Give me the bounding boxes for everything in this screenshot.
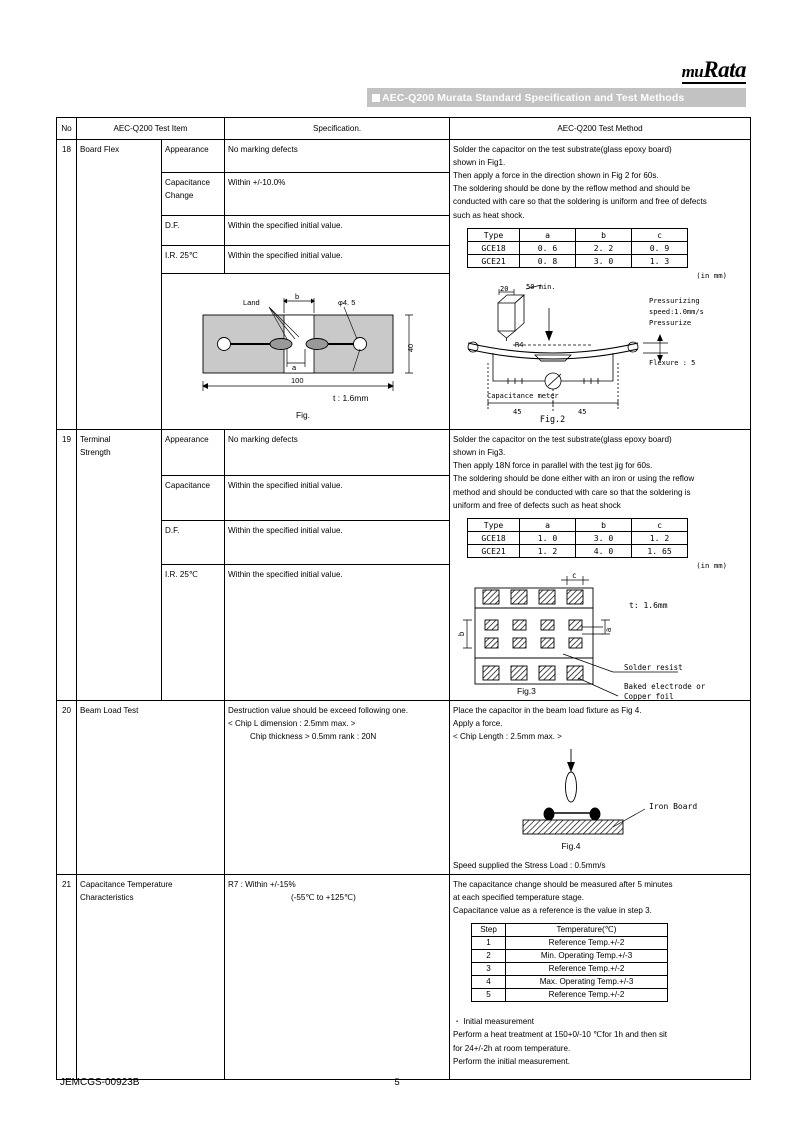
spec-cell-20 bbox=[225, 700, 450, 874]
step-temperature: Reference Temp.+/-2 bbox=[506, 989, 668, 1002]
dim-header-c: c bbox=[632, 518, 688, 531]
spec-line: Destruction value should be exceed following one. bbox=[228, 705, 408, 715]
method-line: Apply a force. bbox=[453, 718, 503, 728]
figure-1-caption: Fig. bbox=[296, 410, 310, 421]
spec-line: Chip thickness > 0.5mm rank : 20N bbox=[250, 731, 377, 741]
table-row bbox=[468, 254, 688, 267]
spec-line: (-55℃ to +125℃) bbox=[291, 893, 356, 903]
page-title-bar bbox=[367, 88, 746, 107]
subrow-label-line: Capacitance bbox=[165, 177, 210, 187]
table-row bbox=[472, 963, 668, 976]
fig3-label-solder-resist: Solder resist bbox=[624, 662, 683, 672]
dim-header-b: b bbox=[576, 228, 632, 241]
fig2-label-press1: Pressurizing bbox=[649, 297, 700, 306]
step-temperature: Reference Temp.+/-2 bbox=[506, 963, 668, 976]
row-item-20: Beam Load Test bbox=[77, 700, 225, 874]
subrow-label-18-df: D.F. bbox=[162, 215, 225, 245]
figure-4 bbox=[453, 743, 747, 851]
dim-cell: 2. 2 bbox=[576, 241, 632, 254]
figure-2-drawing bbox=[453, 283, 743, 417]
dim-cell: GCE18 bbox=[468, 241, 520, 254]
dim-header-type: Type bbox=[468, 228, 520, 241]
subrow-spec-19-capacitance: Within the specified initial value. bbox=[225, 475, 450, 520]
col-header-test-item: AEC-Q200 Test Item bbox=[77, 118, 225, 140]
row-item-line: Capacitance Temperature bbox=[80, 879, 173, 889]
subrow-spec-18-df: Within the specified initial value. bbox=[225, 215, 450, 245]
fig1-label-thickness: t : 1.6mm bbox=[333, 393, 369, 404]
method-line: such as heat shock. bbox=[453, 210, 525, 220]
step-header-step: Step bbox=[472, 924, 506, 937]
step-table-21 bbox=[471, 923, 668, 1002]
method-cell-20 bbox=[450, 700, 751, 874]
spec-line: < Chip L dimension : 2.5mm max. > bbox=[228, 718, 356, 728]
subrow-spec-18-capacitance-change: Within +/-10.0% bbox=[225, 172, 450, 215]
dim-cell: 1. 2 bbox=[632, 531, 688, 544]
figure-4-drawing bbox=[453, 743, 743, 851]
spec-table bbox=[56, 117, 751, 1080]
step-temperature: Reference Temp.+/-2 bbox=[506, 937, 668, 950]
col-header-test-method: AEC-Q200 Test Method bbox=[450, 118, 751, 140]
figure-2 bbox=[453, 283, 747, 427]
dimension-table-18 bbox=[467, 228, 688, 268]
figure-1 bbox=[181, 291, 446, 423]
logo-mu: mu bbox=[681, 62, 704, 81]
table-row bbox=[468, 518, 688, 531]
method-line: uniform and free of defects such as heat shock bbox=[453, 500, 621, 510]
fig2-label-press2: speed:1.0mm/s bbox=[649, 308, 704, 317]
fig3-label-b: b bbox=[457, 631, 467, 636]
step-header-temperature: Temperature(℃) bbox=[506, 924, 668, 937]
method-line: conducted with care so that the soldering is uniform and free of defects bbox=[453, 197, 707, 207]
spec-line: R7 : Within +/-15% bbox=[228, 879, 296, 889]
fig2-label-meter: Capacitance meter bbox=[487, 392, 559, 401]
subrow-spec-19-ir: Within the specified initial value. bbox=[225, 565, 450, 700]
table-row bbox=[57, 874, 751, 1079]
step-number: 5 bbox=[472, 989, 506, 1002]
murata-logo bbox=[682, 58, 746, 84]
method-line: Solder the capacitor on the test substrate(glass epoxy board) bbox=[453, 145, 672, 154]
dim-cell: 0. 6 bbox=[520, 241, 576, 254]
dim-cell: 1. 3 bbox=[632, 254, 688, 267]
row-no-19: 19 bbox=[57, 430, 77, 700]
method-tail-20: Speed supplied the Stress Load : 0.5mm/s bbox=[453, 860, 606, 870]
method-line: Solder the capacitor on the test substrate(glass epoxy board) bbox=[453, 435, 672, 445]
table-row bbox=[468, 544, 688, 557]
row-no-21: 21 bbox=[57, 874, 77, 1079]
method-line: shown in Fig1. bbox=[453, 158, 506, 168]
dim-cell: 1. 65 bbox=[632, 544, 688, 557]
dim-cell: 4. 0 bbox=[576, 544, 632, 557]
dim-header-a: a bbox=[520, 228, 576, 241]
method-cell-21 bbox=[450, 874, 751, 1079]
dim-cell: 3. 0 bbox=[576, 531, 632, 544]
subrow-spec-18-appearance: No marking defects bbox=[225, 140, 450, 173]
table-row bbox=[472, 989, 668, 1002]
subrow-label-line: Change bbox=[165, 190, 194, 200]
method-cell-19 bbox=[450, 430, 751, 700]
dimension-table-19 bbox=[467, 518, 688, 558]
footer-page-number: 5 bbox=[394, 1077, 400, 1088]
figure-3 bbox=[453, 570, 747, 701]
tail-line: Perform the initial measurement. bbox=[453, 1056, 570, 1066]
method-line: The soldering should be done by the reflow method and should be bbox=[453, 184, 691, 194]
fig3-label-c: c bbox=[572, 570, 577, 580]
dim-cell: 1. 2 bbox=[520, 544, 576, 557]
subrow-label-18-ir: I.R. 25℃ bbox=[162, 245, 225, 274]
row-item-21 bbox=[77, 874, 225, 1079]
fig2-label-50min: 50 min. bbox=[526, 283, 556, 292]
subrow-spec-19-df: Within the specified initial value. bbox=[225, 520, 450, 564]
dim-cell: 0. 9 bbox=[632, 241, 688, 254]
col-header-specification: Specification. bbox=[225, 118, 450, 140]
tail-line: Perform a heat treatment at 150+0/-10 ℃for 1h and then sit bbox=[453, 1030, 668, 1040]
method-line: Capacitance value as a reference is the value in step 3. bbox=[453, 906, 652, 916]
fig2-label-45b: 45 bbox=[578, 408, 587, 417]
dim-header-c: c bbox=[632, 228, 688, 241]
table-row bbox=[468, 241, 688, 254]
dim-cell: 0. 8 bbox=[520, 254, 576, 267]
fig2-label-20: 20 bbox=[500, 285, 509, 294]
dim-cell: GCE18 bbox=[468, 531, 520, 544]
dim-header-b: b bbox=[576, 518, 632, 531]
step-number: 3 bbox=[472, 963, 506, 976]
dim-cell: GCE21 bbox=[468, 254, 520, 267]
table-header-row bbox=[57, 118, 751, 140]
table-row bbox=[472, 937, 668, 950]
row-item-line: Terminal bbox=[80, 435, 111, 445]
fig1-label-phi: φ4. 5 bbox=[338, 298, 356, 308]
step-temperature: Max. Operating Temp.+/-3 bbox=[506, 976, 668, 989]
method-line: Then apply a force in the direction shown in Fig 2 for 60s. bbox=[453, 171, 659, 181]
subrow-spec-18-ir: Within the specified initial value. bbox=[225, 245, 450, 274]
tail-line: ・ Initial measurement bbox=[453, 1017, 534, 1027]
step-temperature: Min. Operating Temp.+/-3 bbox=[506, 950, 668, 963]
fig2-label-press3: Pressurize bbox=[649, 319, 692, 328]
figure-3-drawing bbox=[453, 570, 743, 701]
subrow-label-18-capacitance-change bbox=[162, 172, 225, 215]
method-line: shown in Fig3. bbox=[453, 448, 506, 458]
row-item-18: Board Flex bbox=[77, 140, 162, 430]
dim-header-a: a bbox=[520, 518, 576, 531]
footer-doc-id: JEMCGS-00923B bbox=[60, 1077, 140, 1088]
dim-cell: 1. 0 bbox=[520, 531, 576, 544]
fig1-label-40: 40 bbox=[406, 344, 415, 353]
dim-cell: 3. 0 bbox=[576, 254, 632, 267]
logo-rata: Rata bbox=[703, 57, 746, 82]
square-bullet-icon bbox=[372, 94, 380, 102]
table-row bbox=[472, 976, 668, 989]
col-header-no: No bbox=[57, 118, 77, 140]
table-row bbox=[472, 924, 668, 937]
method-line: at each specified temperature stage. bbox=[453, 893, 584, 903]
method-line: method and should be conducted with care so that the soldering is bbox=[453, 487, 691, 497]
fig2-label-flexure: Flexure : 5 bbox=[649, 359, 696, 368]
figure-1-cell bbox=[162, 274, 450, 430]
fig3-label-baked1: Baked electrode or bbox=[624, 681, 706, 691]
table-row bbox=[468, 228, 688, 241]
method-cell-18 bbox=[450, 140, 751, 430]
subrow-label-19-capacitance: Capacitance bbox=[162, 475, 225, 520]
fig1-label-land: Land bbox=[243, 298, 260, 308]
subrow-label-19-df: D.F. bbox=[162, 520, 225, 564]
table-row bbox=[57, 430, 751, 475]
method-line: Place the capacitor in the beam load fixture as Fig 4. bbox=[453, 705, 642, 715]
figure-1-drawing bbox=[181, 291, 431, 403]
fig3-label-thickness: t: 1.6mm bbox=[629, 600, 668, 610]
fig1-label-100: 100 bbox=[291, 376, 304, 386]
fig1-label-a: a bbox=[292, 363, 297, 373]
row-item-19 bbox=[77, 430, 162, 700]
row-item-line: Strength bbox=[80, 448, 111, 458]
row-no-20: 20 bbox=[57, 700, 77, 874]
table-row bbox=[57, 700, 751, 874]
fig2-label-r4: R4 bbox=[515, 341, 524, 350]
fig3-label-a: a bbox=[604, 627, 614, 632]
method-line: The soldering should be done either with an iron or using the reflow bbox=[453, 474, 695, 484]
dim-cell: GCE21 bbox=[468, 544, 520, 557]
step-number: 2 bbox=[472, 950, 506, 963]
dim-unit-18: (in mm) bbox=[696, 270, 728, 280]
table-row bbox=[57, 140, 751, 173]
method-line: Then apply 18N force in parallel with the test jig for 60s. bbox=[453, 461, 653, 471]
table-row bbox=[472, 950, 668, 963]
subrow-label-18-appearance: Appearance bbox=[162, 140, 225, 173]
fig1-label-b: b bbox=[295, 292, 300, 302]
fig4-caption: Fig.4 bbox=[561, 840, 581, 851]
dim-header-type: Type bbox=[468, 518, 520, 531]
subrow-spec-19-appearance: No marking defects bbox=[225, 430, 450, 475]
fig3-caption: Fig.3 bbox=[517, 685, 536, 696]
row-item-line: Characteristics bbox=[80, 893, 134, 903]
tail-line: for 24+/-2h at room temperature. bbox=[453, 1043, 571, 1053]
method-line: < Chip Length : 2.5mm max. > bbox=[453, 731, 562, 741]
step-number: 4 bbox=[472, 976, 506, 989]
fig4-label-iron-board: Iron Board bbox=[649, 801, 698, 811]
spec-cell-21 bbox=[225, 874, 450, 1079]
subrow-label-19-appearance: Appearance bbox=[162, 430, 225, 475]
fig2-label-45a: 45 bbox=[513, 408, 522, 417]
dim-unit-19: (in mm) bbox=[696, 560, 728, 570]
method-line: The capacitance change should be measured after 5 minutes bbox=[453, 879, 673, 889]
step-number: 1 bbox=[472, 937, 506, 950]
figure-2-caption: Fig.2 bbox=[539, 414, 566, 425]
page-title: AEC-Q200 Murata Standard Specification and Test Methods bbox=[382, 91, 685, 104]
subrow-label-19-ir: I.R. 25℃ bbox=[162, 565, 225, 700]
table-row bbox=[468, 531, 688, 544]
row-no-18: 18 bbox=[57, 140, 77, 430]
fig3-label-baked2: Copper foil bbox=[624, 691, 674, 701]
